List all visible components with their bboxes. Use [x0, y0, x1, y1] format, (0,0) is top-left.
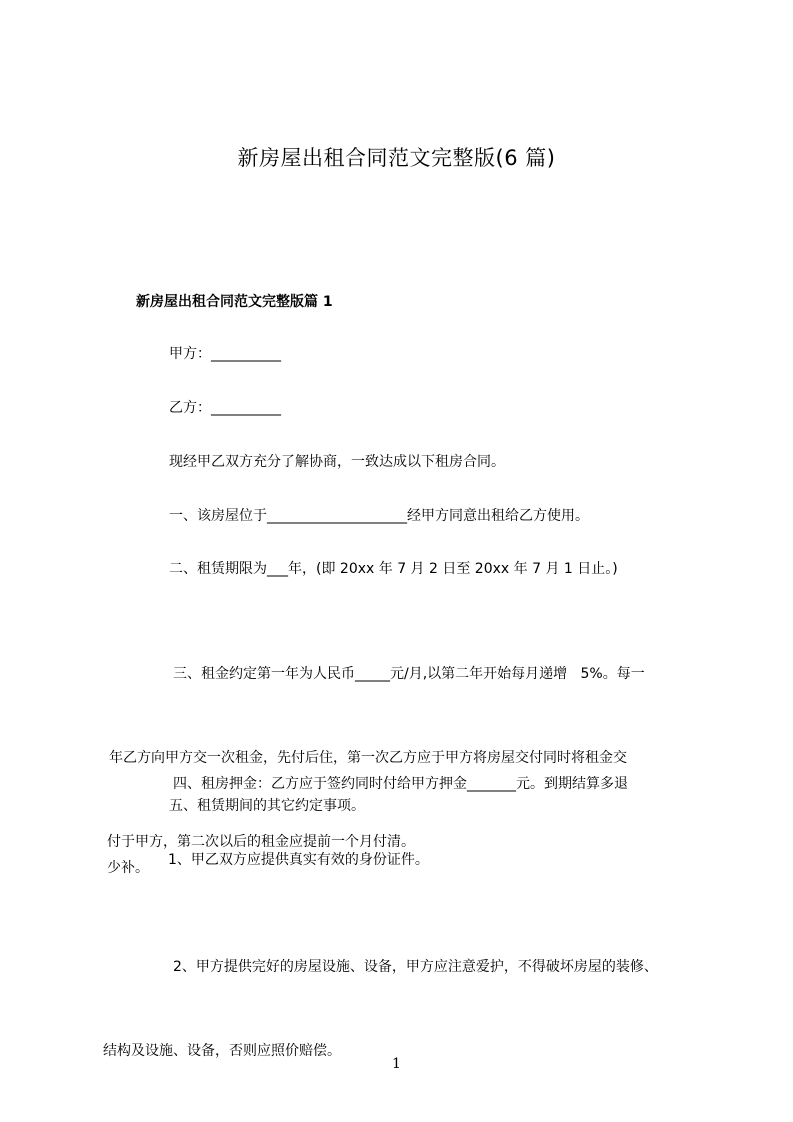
clause-3-line-1: 三、租金约定第一年为人民币_____元/月,以第二年开始每月递增 5%。每一: [173, 666, 645, 682]
page-number: 1: [392, 1056, 401, 1072]
document-title: 新房屋出租合同范文完整版(6 篇): [237, 146, 556, 170]
clause-4-line-1: 四、租房押金：乙方应于签约同时付给甲方押金_______元。到期结算多退: [173, 776, 628, 792]
item-2-line-1: 2、甲方提供完好的房屋设施、设备，甲方应注意爱护，不得破坏房屋的装修、: [173, 959, 658, 975]
clause-1: 一、该房屋位于____________________经甲方同意出租给乙方使用。: [169, 508, 589, 524]
party-a-line: 甲方：__________: [169, 346, 281, 362]
item-1: 1、甲乙双方应提供真实有效的身份证件。: [168, 852, 429, 868]
section-title: 新房屋出租合同范文完整版篇 1: [136, 294, 333, 310]
clause-3-line-2: 年乙方向甲方交一次租金，先付后住，第一次乙方应于甲方将房屋交付同时将租金交: [109, 750, 627, 766]
party-b-line: 乙方：__________: [169, 400, 281, 416]
clause-2: 二、租赁期限为___年，(即 20xx 年 7 月 2 日至 20xx 年 7 月 1 日止。): [169, 561, 618, 577]
clause-4-line-2: 少补。: [107, 860, 149, 876]
clause-3-line-3: 付于甲方，第二次以后的租金应提前一个月付清。: [107, 834, 415, 850]
item-2: [103, 897, 658, 1121]
clause-5: 五、租赁期间的其它约定事项。: [169, 798, 365, 814]
intro-paragraph: 现经甲乙双方充分了解协商，一致达成以下租房合同。: [169, 454, 505, 470]
item-2-line-2: 结构及设施、设备，否则应照价赔偿。: [103, 1043, 341, 1059]
